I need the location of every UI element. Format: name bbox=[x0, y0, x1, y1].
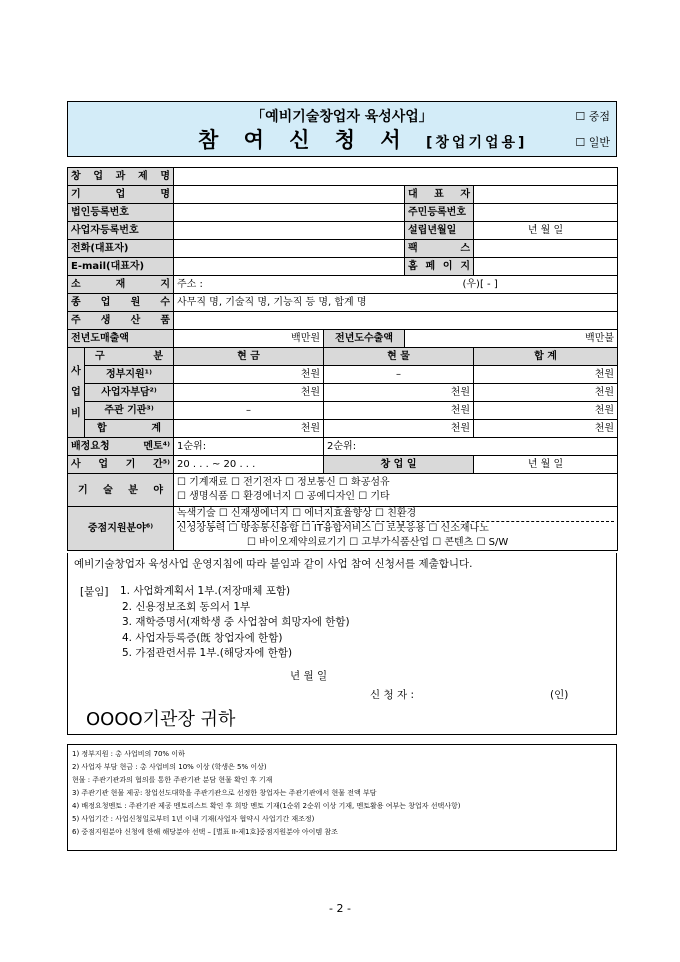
mentor-second-field[interactable]: 2순위: bbox=[324, 438, 618, 456]
footnote: 3) 주관기관 현물 제공: 창업선도대학을 주관기관으로 선정한 창업자는 주관기관에서 현물 전액 부담 bbox=[72, 789, 377, 797]
budget-side-label: 사 업 비 bbox=[68, 348, 85, 438]
seal-label: (인) bbox=[550, 689, 569, 701]
budget-row-gov-kind: – bbox=[324, 366, 474, 384]
focus-field-options[interactable]: 녹색기술 ☐ 신재생에너지 ☐ 에너지효율향상 ☐ 친환경 신성장동력 ☐ 방송통신융합 ☐ IT융합서비스 ☐ 로봇응용 ☐ 신소재나노 ☐ 바이오제약의료기기 ☐ 고부가식품산업 ☐ 콘텐츠 ☐ S/W bbox=[174, 507, 618, 551]
budget-row-host-cash: – bbox=[174, 402, 324, 420]
phone-field[interactable] bbox=[174, 240, 405, 258]
sales-domestic-label: 전년도매출액 bbox=[68, 330, 174, 348]
biz-reg-label: 사업자등록번호 bbox=[68, 222, 174, 240]
phone-label: 전화(대표자) bbox=[68, 240, 174, 258]
budget-header-total: 합 계 bbox=[474, 348, 618, 366]
fax-field[interactable] bbox=[474, 240, 618, 258]
period-field[interactable]: 20 . . . ~ 20 . . . bbox=[174, 456, 324, 474]
tech-field-label: 기 술 분 야 bbox=[68, 474, 174, 507]
footnote: 현물 : 주관기관과의 협의를 통한 주관기관 분담 현물 확인 후 기재 bbox=[72, 776, 273, 784]
email-label: E-mail(대표자) bbox=[68, 258, 174, 276]
email-field[interactable] bbox=[174, 258, 405, 276]
footnote: 4) 배정요청멘토 : 주관기관 제공 멘토리스트 확인 후 희망 멘토 기재(1순위 2순위 이상 기재, 멘토활용 여부는 창업자 선택사항) bbox=[72, 802, 461, 810]
homepage-label: 홈 페 이 지 bbox=[405, 258, 474, 276]
mentor-label: 배정요청 멘토⁴⁾ bbox=[68, 438, 174, 456]
budget-header-category: 구 분 bbox=[85, 348, 174, 366]
project-name-field[interactable] bbox=[174, 168, 618, 186]
page-number: - 2 - bbox=[329, 902, 351, 915]
application-form-table bbox=[67, 167, 618, 551]
ceo-label: 대 표 자 bbox=[405, 186, 474, 204]
address-field[interactable]: 주소 : (우)[ - ] bbox=[174, 276, 618, 294]
attachment-label: [붙임] bbox=[80, 586, 109, 598]
budget-row-self-total[interactable]: 천원 bbox=[474, 384, 618, 402]
budget-row-gov-label: 정부지원¹⁾ bbox=[85, 366, 174, 384]
corp-reg-label: 법인등록번호 bbox=[68, 204, 174, 222]
startup-date-label: 창 업 일 bbox=[324, 456, 474, 474]
homepage-field[interactable] bbox=[474, 258, 618, 276]
employees-field[interactable]: 사무직 명, 기술직 명, 기능직 등 명, 합계 명 bbox=[174, 294, 618, 312]
option-focus-checkbox[interactable]: ☐ 중점 bbox=[575, 110, 610, 123]
signature-date[interactable]: 년 월 일 bbox=[290, 670, 328, 682]
budget-row-sum-cash[interactable]: 천원 bbox=[174, 420, 324, 438]
sales-export-field[interactable]: 백만불 bbox=[405, 330, 618, 348]
list-item: 4. 사업자등록증(旣 창업자에 한함) bbox=[122, 631, 283, 644]
project-name-label: 창 업 과 제 명 bbox=[68, 168, 174, 186]
list-item: 1. 사업화계획서 1부.(저장매체 포함) bbox=[120, 585, 291, 597]
resident-reg-label: 주민등록번호 bbox=[405, 204, 474, 222]
list-item: 3. 재학증명서(재학생 중 사업참여 희망자에 한함) bbox=[122, 616, 350, 628]
budget-header-kind: 현 물 bbox=[324, 348, 474, 366]
list-item: 2. 신용정보조회 동의서 1부 bbox=[122, 600, 251, 613]
company-label: 기 업 명 bbox=[68, 186, 174, 204]
founded-label: 설립년월일 bbox=[405, 222, 474, 240]
budget-row-sum-total[interactable]: 천원 bbox=[474, 420, 618, 438]
budget-row-gov-cash[interactable]: 천원 bbox=[174, 366, 324, 384]
address-label: 소 재 지 bbox=[68, 276, 174, 294]
budget-row-gov-total[interactable]: 천원 bbox=[474, 366, 618, 384]
attachment-list bbox=[120, 584, 350, 662]
footnote: 6) 중점지원분야 신청에 한해 해당분야 선택 – [별표 II-제1호]중점지원분야 아이템 참조 bbox=[72, 828, 338, 836]
product-label: 주 생 산 품 bbox=[68, 312, 174, 330]
sales-domestic-field[interactable]: 백만원 bbox=[174, 330, 324, 348]
option-general-checkbox[interactable]: ☐ 일반 bbox=[575, 136, 610, 149]
product-field[interactable] bbox=[174, 312, 618, 330]
ceo-field[interactable] bbox=[474, 186, 618, 204]
fax-label: 팩 스 bbox=[405, 240, 474, 258]
footnote: 2) 사업자 부담 현금 : 총 사업비의 10% 이상 (학생은 5% 이상) bbox=[72, 763, 267, 771]
period-label: 사 업 기 간⁵⁾ bbox=[68, 456, 174, 474]
budget-header-cash: 현 금 bbox=[174, 348, 324, 366]
budget-row-self-cash[interactable]: 천원 bbox=[174, 384, 324, 402]
addressee: OOOO기관장 귀하 bbox=[86, 709, 236, 730]
budget-row-sum-label: 합 계 bbox=[85, 420, 174, 438]
resident-reg-field[interactable] bbox=[474, 204, 618, 222]
program-title: 「예비기술창업자 육성사업」 bbox=[251, 109, 433, 125]
form-header bbox=[67, 101, 617, 157]
corp-reg-field[interactable] bbox=[174, 204, 405, 222]
footnotes bbox=[67, 744, 617, 851]
declaration-section bbox=[67, 553, 617, 735]
budget-row-host-label: 주관 기관³⁾ bbox=[85, 402, 174, 420]
company-field[interactable] bbox=[174, 186, 405, 204]
employees-label: 종 업 원 수 bbox=[68, 294, 174, 312]
startup-date-field[interactable]: 년 월 일 bbox=[474, 456, 618, 474]
form-subtitle: [창업기업용] bbox=[426, 135, 528, 151]
declaration-statement: 예비기술창업자 육성사업 운영지침에 따라 붙임과 같이 사업 참여 신청서를 제출합니다. bbox=[74, 558, 473, 570]
biz-reg-field[interactable] bbox=[174, 222, 405, 240]
applicant-label: 신 청 자 : bbox=[370, 689, 414, 701]
budget-row-host-kind[interactable]: 천원 bbox=[324, 402, 474, 420]
footnote: 1) 정부지원 : 총 사업비의 70% 이하 bbox=[72, 750, 185, 758]
budget-row-sum-kind[interactable]: 천원 bbox=[324, 420, 474, 438]
sales-export-label: 전년도수출액 bbox=[324, 330, 405, 348]
list-item: 5. 가점관련서류 1부.(해당자에 한함) bbox=[122, 647, 293, 659]
postal-code: (우)[ - ] bbox=[462, 279, 498, 290]
budget-row-self-label: 사업자부담²⁾ bbox=[85, 384, 174, 402]
footnote: 5) 사업기간 : 사업신청일로부터 1년 이내 기재(사업자 협약시 사업기간 재조정) bbox=[72, 815, 315, 823]
focus-field-label: 중점지원분야⁶⁾ bbox=[68, 507, 174, 551]
form-title: 참 여 신 청 서 [창업기업용] bbox=[198, 128, 528, 152]
mentor-first-field[interactable]: 1순위: bbox=[174, 438, 324, 456]
tech-field-options[interactable]: ☐ 기계재료 ☐ 전기전자 ☐ 정보통신 ☐ 화공섬유 ☐ 생명식품 ☐ 환경에너지 ☐ 공예디자인 ☐ 기타 bbox=[174, 474, 618, 507]
founded-field[interactable]: 년 월 일 bbox=[474, 222, 618, 240]
budget-row-self-kind[interactable]: 천원 bbox=[324, 384, 474, 402]
budget-row-host-total[interactable]: 천원 bbox=[474, 402, 618, 420]
